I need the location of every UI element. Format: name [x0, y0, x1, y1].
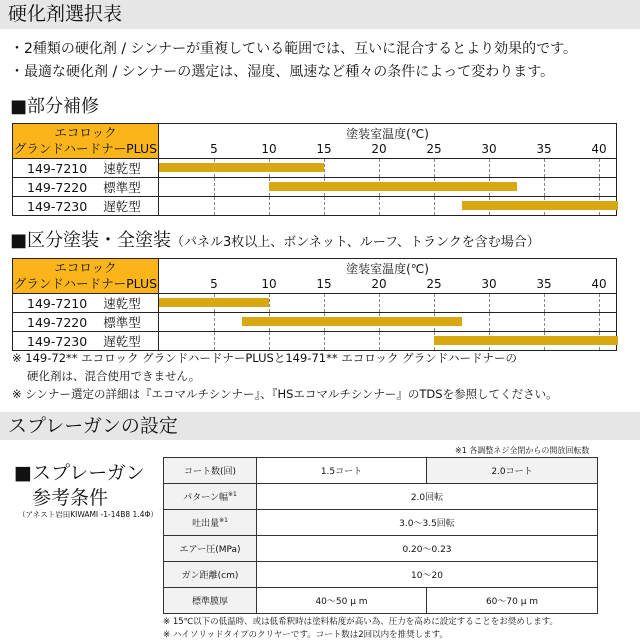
- spray-gun-model: （アネスト岩田KIWAMI -1-14B8 1.4Φ）: [18, 510, 158, 519]
- gridline: [599, 159, 600, 177]
- gridline: [599, 294, 600, 312]
- row-label: [13, 159, 159, 178]
- product-type: 遅乾型: [103, 334, 141, 349]
- product-name-line1: エコロック: [54, 125, 117, 140]
- gridline: [599, 178, 600, 196]
- bar-cell: [159, 294, 617, 313]
- intro-line-2: ・最適な硬化剤 / シンナーの選定は、湿度、風速など種々の条件によって変わります。: [10, 64, 555, 80]
- gridline: [324, 159, 325, 177]
- full-paint-title: ■区分塗装・全塗装: [10, 230, 172, 251]
- tick-label: 15: [316, 277, 332, 291]
- product-type: 標準型: [103, 180, 141, 195]
- product-type: 速乾型: [103, 296, 141, 311]
- row-label: 吐出量$^{※1}$: [164, 510, 257, 536]
- hardener-table-full: [12, 258, 617, 351]
- cell-value: 1.5コート: [257, 458, 427, 484]
- cell-value: 0.20〜0.23: [257, 536, 598, 562]
- note-thinner: ※ シンナー選定の詳細は『エコマルチシンナー』、『HSエコマルチシンナー』のTDSを参照してください。: [12, 387, 558, 401]
- spray-note-1: ※ 15℃以下の低温時、或は低希釈時は塗料粘度が高い為、圧力を高めに設定することをお奨めします。: [163, 617, 559, 627]
- gridline: [269, 197, 270, 215]
- gridline: [214, 178, 215, 196]
- tick-label: 5: [210, 277, 218, 291]
- cell-value: 3.0〜3.5回転: [257, 510, 598, 536]
- gridline: [379, 294, 380, 312]
- temperature-range-bar: [159, 163, 324, 172]
- product-name-line2: グランドハードナーPLUS: [13, 276, 158, 291]
- axis-title: 塗装室温度(℃): [346, 127, 429, 141]
- gridline: [324, 332, 325, 350]
- row-label: コート数(回): [164, 458, 257, 484]
- table-row: [164, 562, 598, 588]
- tick-label: 20: [371, 142, 387, 156]
- hardener-table-partial: [12, 123, 617, 216]
- product-name-line1: エコロック: [54, 260, 117, 275]
- product-code: 149-7220: [27, 180, 88, 195]
- spray-footnote: ※1 各調整ネジ全閉からの開放回転数: [455, 446, 590, 455]
- tick-label: 25: [426, 277, 442, 291]
- bar-cell: [159, 332, 617, 351]
- tick-label: 40: [591, 277, 607, 291]
- bar-cell: [159, 178, 617, 197]
- product-code: 149-7210: [27, 161, 88, 176]
- cell-value: 10〜20: [257, 562, 598, 588]
- product-type: 速乾型: [103, 161, 141, 176]
- section-header-spray: [0, 412, 640, 440]
- product-code: 149-7230: [27, 334, 88, 349]
- tick-label: 30: [481, 142, 497, 156]
- spray-heading: ■スプレーガン: [14, 462, 145, 484]
- row-label: パターン幅$^{※1}$: [164, 484, 257, 510]
- table-row: [164, 510, 598, 536]
- tick-label: 25: [426, 142, 442, 156]
- gridline: [599, 313, 600, 331]
- tick-label: 35: [536, 142, 552, 156]
- intro-line-1: ・2種類の硬化剤 / シンナーが重複している範囲では、互いに混合するとより効果的です。: [10, 41, 578, 57]
- full-paint-subtitle: （パネル3枚以上、ボンネット、ルーフ、トランクを含む場合）: [171, 235, 540, 250]
- row-label: [13, 178, 159, 197]
- product-code: 149-7210: [27, 296, 88, 311]
- tick-label: 5: [210, 142, 218, 156]
- axis-title: 塗装室温度(℃): [346, 262, 429, 276]
- gridline: [434, 197, 435, 215]
- partial-repair-heading: ■部分補修: [10, 96, 100, 117]
- temperature-range-bar: [269, 182, 517, 191]
- spray-title: スプレーガンの設定: [8, 415, 178, 437]
- temperature-range-bar: [159, 298, 269, 307]
- cell-value: 60〜70 μ m: [427, 588, 598, 614]
- row-label: [13, 294, 159, 313]
- gridline: [434, 159, 435, 177]
- tick-label: 30: [481, 277, 497, 291]
- tick-label: 35: [536, 277, 552, 291]
- note-mix-2: 硬化剤は、混合使用できません。: [27, 369, 201, 383]
- gridline: [544, 313, 545, 331]
- tick-label: 40: [591, 142, 607, 156]
- spray-note-2: ※ ハイソリッドタイプのクリヤーです。コート数は2回以内を推奨します。: [163, 630, 448, 640]
- gridline: [269, 332, 270, 350]
- bar-cell: [159, 159, 617, 178]
- gridline: [214, 313, 215, 331]
- temperature-range-bar: [242, 317, 462, 326]
- temperature-axis-header: [159, 124, 617, 159]
- gridline: [324, 197, 325, 215]
- product-type: 遅乾型: [103, 199, 141, 214]
- row-label: ガン距離(cm): [164, 562, 257, 588]
- bar-cell: [159, 313, 617, 332]
- hardener-title: 硬化剤選択表: [8, 3, 123, 25]
- product-type: 標準型: [103, 315, 141, 330]
- cell-value: 40〜50 μ m: [257, 588, 427, 614]
- tick-label: 15: [316, 142, 332, 156]
- temperature-axis-header: [159, 259, 617, 294]
- full-paint-heading: [10, 226, 540, 252]
- row-label: 標準膜厚: [164, 588, 257, 614]
- spray-subheading: 参考条件: [32, 487, 109, 509]
- tick-label: 10: [261, 277, 277, 291]
- product-code: 149-7220: [27, 315, 88, 330]
- temperature-range-bar: [434, 336, 618, 345]
- table-row: [164, 484, 598, 510]
- cell-value: 2.0コート: [427, 458, 598, 484]
- gridline: [269, 294, 270, 312]
- product-header: [13, 124, 159, 159]
- row-label: [13, 197, 159, 216]
- section-header-hardener: [0, 0, 640, 29]
- tick-label: 20: [371, 277, 387, 291]
- product-header: [13, 259, 159, 294]
- row-label: [13, 313, 159, 332]
- row-label: エアー圧(MPa): [164, 536, 257, 562]
- row-label: [13, 332, 159, 351]
- gridline: [544, 294, 545, 312]
- product-name-line2: グランドハードナーPLUS: [13, 141, 158, 156]
- gridline: [434, 294, 435, 312]
- gridline: [379, 159, 380, 177]
- gridline: [379, 197, 380, 215]
- temperature-range-bar: [462, 201, 619, 210]
- gridline: [489, 159, 490, 177]
- gridline: [379, 332, 380, 350]
- cell-value: 2.0回転: [257, 484, 598, 510]
- gridline: [489, 294, 490, 312]
- gridline: [214, 197, 215, 215]
- note-mix-1: ※ 149-72** エコロック グランドハードナーPLUSと149-71** エコロック グランドハードナーの: [12, 351, 517, 365]
- gridline: [544, 159, 545, 177]
- bar-cell: [159, 197, 617, 216]
- gridline: [544, 178, 545, 196]
- table-row: [164, 588, 598, 614]
- table-row: [164, 458, 598, 484]
- product-code: 149-7230: [27, 199, 88, 214]
- gridline: [489, 313, 490, 331]
- gridline: [214, 332, 215, 350]
- spray-settings-table: [163, 457, 598, 614]
- gridline: [324, 294, 325, 312]
- table-row: [164, 536, 598, 562]
- tick-label: 10: [261, 142, 277, 156]
